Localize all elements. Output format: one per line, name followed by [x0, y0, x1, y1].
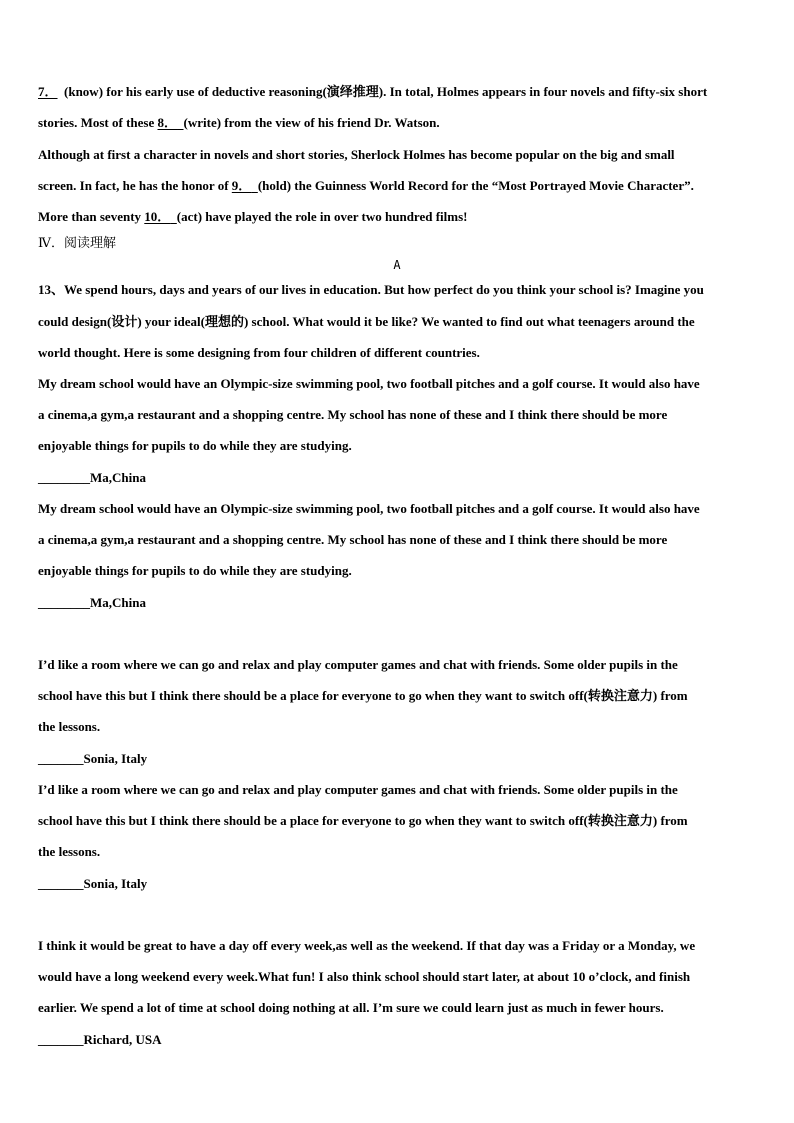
ma-para-1-line-3: enjoyable things for pupils to do while they are studying. — [38, 438, 352, 453]
blank-9: 9． — [231, 178, 252, 193]
ma-para-2-line-1: My dream school would have an Olympic-size swimming pool, two football pitches and a golf course. It would also have — [38, 501, 700, 516]
ma-para-1-line-1: My dream school would have an Olympic-size swimming pool, two football pitches and a golf course. It would also have — [38, 376, 700, 391]
ma-para-2-line-3: enjoyable things for pupils to do while they are studying. — [38, 563, 352, 578]
cloze-text: screen. In fact, he has the honor of — [38, 178, 232, 193]
part-label: A — [393, 258, 401, 272]
sonia-para-1-line-1: I’d like a room where we can go and relax and play computer games and chat with friends. Some older pupils in the — [38, 657, 678, 672]
intro-line-1: 13、We spend hours, days and years of our lives in education. But how perfect do you think your school is? Imagine you — [38, 282, 704, 297]
cloze-text: (write) from the view of his friend Dr. Watson. — [183, 115, 440, 130]
ma-signature-1: ________Ma,China — [38, 470, 146, 485]
intro-line-3: world thought. Here is some designing from four children of different countries. — [38, 345, 480, 360]
cloze-line-5 — [38, 209, 760, 225]
cloze-text: stories. Most of these — [38, 115, 158, 130]
intro-line-2: could design(设计) your ideal(理想的) school. What would it be like? We wanted to find out what teenagers around the — [38, 314, 695, 329]
ma-para-2-line-2: a cinema,a gym,a restaurant and a shopping centre. My school has none of these and I think there should be more — [38, 532, 668, 547]
sonia-para-2-line-3: the lessons. — [38, 844, 101, 859]
sonia-para-1-line-2: school have this but I think there should be a place for everyone to go when they want to switch off(转换注意力) from — [38, 688, 688, 703]
cloze-line-2 — [38, 115, 760, 131]
richard-para-line-2: would have a long weekend every week.What fun! I also think school should start later, at about 10 o’clock, and finish — [38, 969, 691, 984]
sonia-para-2-line-2: school have this but I think there should be a place for everyone to go when they want to switch off(转换注意力) from — [38, 813, 688, 828]
blank-8: 8． — [157, 115, 178, 130]
richard-para-line-3: earlier. We spend a lot of time at school doing nothing at all. I’m sure we could learn just as much in fewer hours. — [38, 1000, 664, 1015]
cloze-text: More than seventy — [38, 209, 145, 224]
blank-7: 7． — [38, 84, 58, 99]
richard-signature: _______Richard, USA — [38, 1032, 162, 1047]
cloze-text: (act) have played the role in over two hundred films! — [176, 209, 468, 224]
sonia-para-2-line-1: I’d like a room where we can go and relax and play computer games and chat with friends. Some older pupils in the — [38, 782, 678, 797]
richard-para-line-1: I think it would be great to have a day off every week,as well as the weekend. If that day was a Friday or a Monday, we — [38, 938, 696, 953]
cloze-line-1 — [38, 84, 760, 100]
cloze-line-4 — [38, 178, 760, 194]
blank-10: 10． — [144, 209, 171, 224]
sonia-signature-1: _______Sonia, Italy — [38, 751, 148, 766]
section-heading: Ⅳ．阅读理解 — [38, 235, 116, 250]
ma-signature-2: ________Ma,China — [38, 595, 146, 610]
cloze-line-3: Although at first a character in novels and short stories, Sherlock Holmes has become popular on the big and small — [38, 147, 675, 162]
sonia-signature-2: _______Sonia, Italy — [38, 876, 148, 891]
cloze-text: (know) for his early use of deductive reasoning(演绎推理). In total, Holmes appears in four novels and fifty-six short — [64, 84, 708, 99]
sonia-para-1-line-3: the lessons. — [38, 719, 101, 734]
ma-para-1-line-2: a cinema,a gym,a restaurant and a shopping centre. My school has none of these and I think there should be more — [38, 407, 668, 422]
cloze-text: (hold) the Guinness World Record for the “Most Portrayed Movie Character”. — [257, 178, 694, 193]
